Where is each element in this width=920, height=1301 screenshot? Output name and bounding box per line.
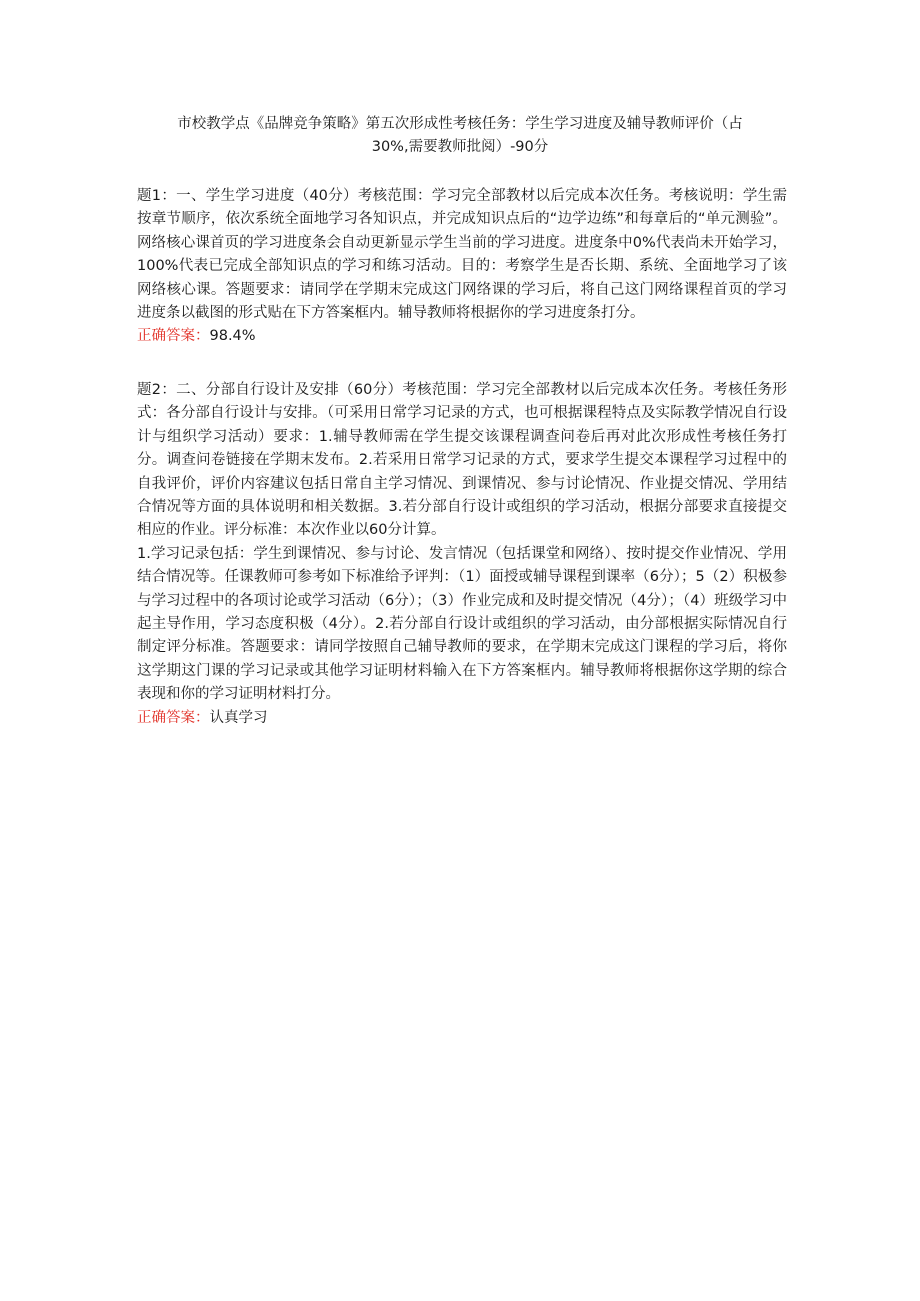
- title-line-2: 30%,需要教师批阅）-90分: [371, 139, 549, 155]
- question-1-text: 题1：一、学生学习进度（40分）考核范围：学习完全部教材以后完成本次任务。考核说明：学生需按章节顺序，依次系统全面地学习各知识点，并完成知识点后的“边学边练”和每章后的“单元测验”。网络核心课首页的学习进度条会自动更新显示学生当前的学习进度。进度条中0%代表尚未开始学习，100%代表已完成全部知识点的学习和练习活动。目的：考察学生是否长期、系统、全面地学习了该网络核心课。答题要求：请同学在学期末完成这门网络课的学习后，将自己这门网络课程首页的学习进度条以截图的形式贴在下方答案框内。辅导教师将根据你的学习进度条打分。: [137, 188, 787, 322]
- question-2-grading-criteria: 1.学习记录包括：学生到课情况、参与讨论、发言情况（包括课堂和网络）、按时提交作业情况、学用结合情况等。任课教师可参考如下标准给予评判：（1）面授或辅导课程到课率（6分）；5（2）积极参与学习过程中的各项讨论或学习活动（6分）；（3）作业完成和及时提交情况（4分）；（4）班级学习中起主导作用，学习态度积极（4分）。2.若分部自行设计或组织的学习活动，由分部根据实际情况自行制定评分标准。答题要求：请同学按照自己辅导教师的要求，在学期末完成这门课程的学习后，将你这学期这门课的学习记录或其他学习证明材料输入在下方答案框内。辅导教师将根据你这学期的综合表现和你的学习证明材料打分。: [137, 545, 787, 703]
- title-line-1: 市校教学点《品牌竞争策略》第五次形成性考核任务：学生学习进度及辅导教师评价（占: [177, 116, 743, 132]
- answer-value: 认真学习: [209, 709, 268, 726]
- question-2: [137, 379, 787, 730]
- question-1: [137, 185, 787, 349]
- document-title: [150, 113, 770, 159]
- answer-label: 正确答案：: [137, 328, 210, 345]
- question-2-answer: [137, 707, 787, 730]
- question-2-text: 题2：二、分部自行设计及安排（60分）考核范围：学习完全部教材以后完成本次任务。考核任务形式：各分部自行设计与安排。（可采用日常学习记录的方式，也可根据课程特点及实际教学情况自行设计与组织学习活动）要求：1.辅导教师需在学生提交该课程调查问卷后再对此次形成性考核任务打分。调查问卷链接在学期末发布。2.若采用日常学习记录的方式，要求学生提交本课程学习过程中的自我评价，评价内容建议包括日常自主学习情况、到课情况、参与讨论情况、作业提交情况、学用结合情况等方面的具体说明和相关数据。3.若分部自行设计或组织的学习活动，根据分部要求直接提交相应的作业。评分标准：本次作业以60分计算。: [137, 382, 787, 539]
- question-1-answer: [137, 325, 787, 348]
- answer-label: 正确答案：: [137, 709, 210, 726]
- answer-value: 98.4%: [209, 328, 256, 345]
